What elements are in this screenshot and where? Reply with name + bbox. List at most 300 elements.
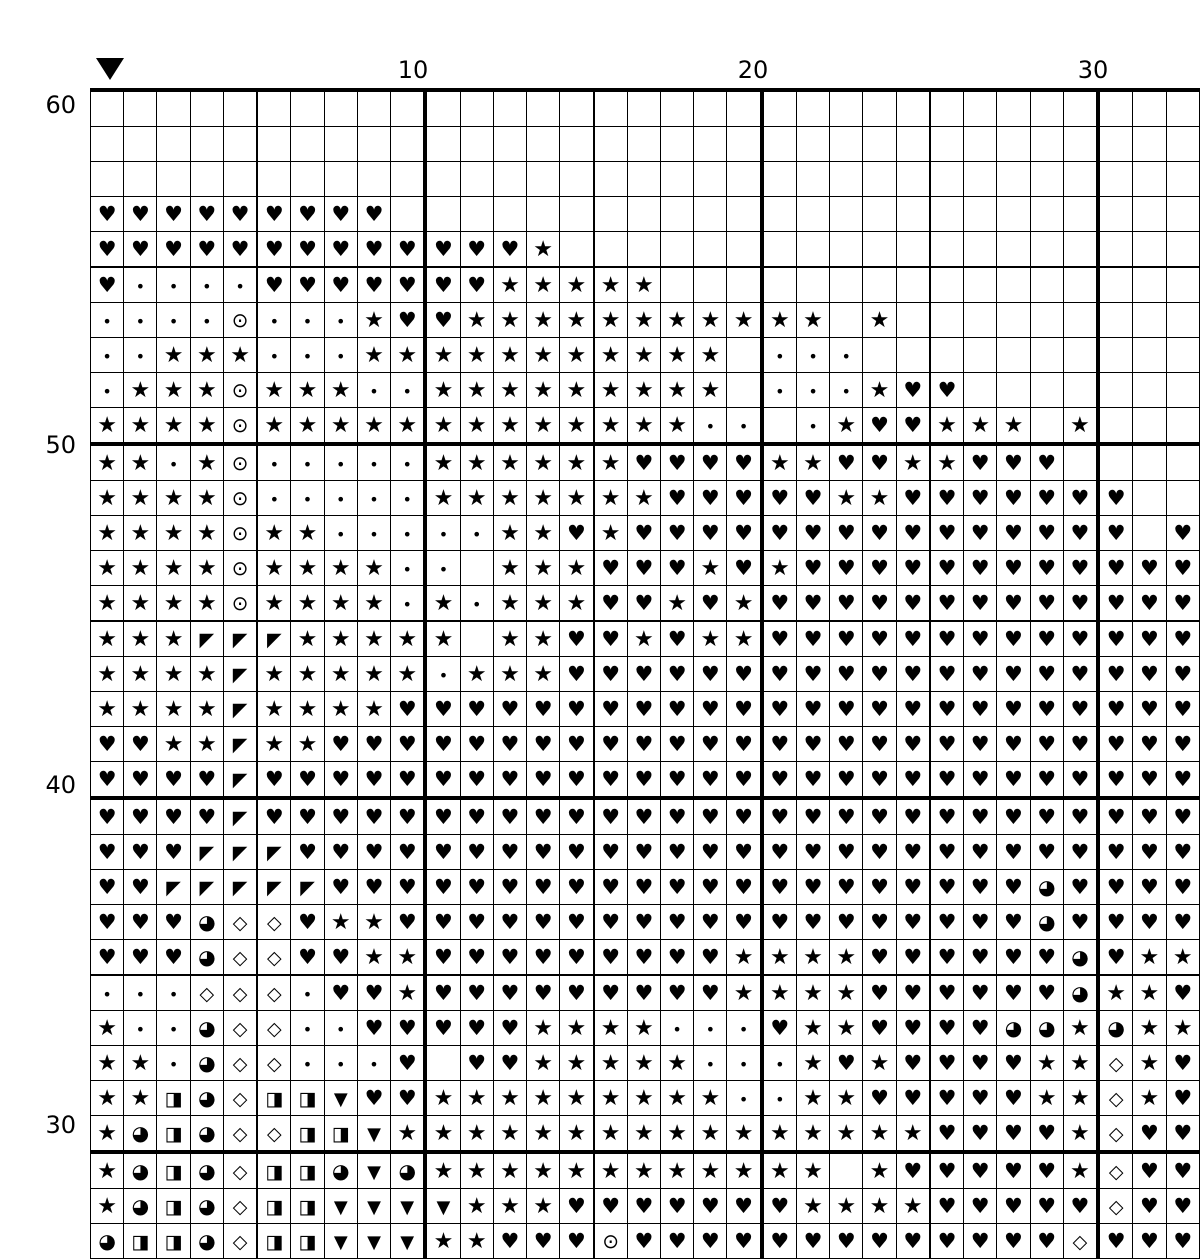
pattern-cell[interactable] bbox=[425, 798, 460, 835]
pattern-cell[interactable] bbox=[324, 481, 357, 516]
pattern-cell[interactable] bbox=[660, 835, 693, 870]
pattern-cell[interactable] bbox=[660, 762, 693, 799]
pattern-cell[interactable] bbox=[493, 1046, 526, 1081]
pattern-cell[interactable] bbox=[863, 940, 896, 976]
pattern-cell[interactable] bbox=[896, 1081, 930, 1116]
pattern-cell[interactable] bbox=[1166, 1046, 1200, 1081]
pattern-cell[interactable] bbox=[863, 762, 896, 799]
pattern-cell[interactable] bbox=[964, 444, 997, 481]
pattern-cell[interactable] bbox=[1098, 551, 1133, 586]
pattern-cell[interactable] bbox=[391, 516, 426, 551]
pattern-cell[interactable] bbox=[930, 90, 964, 127]
pattern-cell[interactable] bbox=[357, 551, 390, 586]
pattern-cell[interactable] bbox=[830, 338, 863, 373]
pattern-cell[interactable] bbox=[863, 232, 896, 268]
pattern-cell[interactable] bbox=[594, 90, 628, 127]
pattern-cell[interactable] bbox=[830, 1116, 863, 1153]
pattern-cell[interactable] bbox=[1063, 835, 1098, 870]
pattern-cell[interactable] bbox=[291, 1011, 324, 1046]
pattern-cell[interactable] bbox=[762, 1046, 797, 1081]
pattern-cell[interactable] bbox=[560, 762, 594, 799]
pattern-cell[interactable] bbox=[660, 1189, 693, 1224]
pattern-cell[interactable] bbox=[223, 162, 257, 197]
pattern-cell[interactable] bbox=[527, 621, 560, 657]
pattern-cell[interactable] bbox=[291, 870, 324, 905]
pattern-cell[interactable] bbox=[796, 197, 829, 232]
pattern-cell[interactable] bbox=[291, 586, 324, 622]
pattern-cell[interactable] bbox=[1098, 127, 1133, 162]
pattern-cell[interactable] bbox=[727, 90, 762, 127]
pattern-cell[interactable] bbox=[560, 586, 594, 622]
pattern-cell[interactable] bbox=[1166, 657, 1200, 692]
pattern-cell[interactable] bbox=[257, 516, 291, 551]
pattern-cell[interactable] bbox=[291, 303, 324, 338]
pattern-cell[interactable] bbox=[964, 162, 997, 197]
pattern-cell[interactable] bbox=[357, 338, 390, 373]
pattern-cell[interactable] bbox=[391, 940, 426, 976]
pattern-cell[interactable] bbox=[660, 444, 693, 481]
pattern-cell[interactable] bbox=[660, 551, 693, 586]
pattern-cell[interactable] bbox=[1166, 127, 1200, 162]
pattern-cell[interactable] bbox=[190, 621, 223, 657]
pattern-cell[interactable] bbox=[391, 1046, 426, 1081]
pattern-cell[interactable] bbox=[527, 762, 560, 799]
pattern-cell[interactable] bbox=[997, 90, 1030, 127]
pattern-cell[interactable] bbox=[391, 1189, 426, 1224]
pattern-cell[interactable] bbox=[223, 975, 257, 1011]
pattern-cell[interactable] bbox=[190, 444, 223, 481]
pattern-cell[interactable] bbox=[1133, 267, 1166, 303]
pattern-cell[interactable] bbox=[830, 197, 863, 232]
pattern-cell[interactable] bbox=[762, 90, 797, 127]
pattern-cell[interactable] bbox=[930, 232, 964, 268]
pattern-cell[interactable] bbox=[660, 481, 693, 516]
pattern-cell[interactable] bbox=[223, 303, 257, 338]
pattern-cell[interactable] bbox=[627, 481, 660, 516]
pattern-cell[interactable] bbox=[727, 762, 762, 799]
pattern-cell[interactable] bbox=[324, 1189, 357, 1224]
pattern-cell[interactable] bbox=[460, 905, 493, 940]
pattern-cell[interactable] bbox=[257, 338, 291, 373]
pattern-cell[interactable] bbox=[124, 90, 157, 127]
pattern-cell[interactable] bbox=[863, 1152, 896, 1189]
pattern-cell[interactable] bbox=[425, 1011, 460, 1046]
pattern-cell[interactable] bbox=[594, 762, 628, 799]
pattern-cell[interactable] bbox=[997, 1152, 1030, 1189]
pattern-cell[interactable] bbox=[291, 762, 324, 799]
pattern-cell[interactable] bbox=[391, 267, 426, 303]
pattern-cell[interactable] bbox=[157, 444, 190, 481]
pattern-cell[interactable] bbox=[594, 551, 628, 586]
pattern-cell[interactable] bbox=[762, 516, 797, 551]
pattern-cell[interactable] bbox=[660, 303, 693, 338]
pattern-cell[interactable] bbox=[694, 303, 727, 338]
pattern-cell[interactable] bbox=[223, 1189, 257, 1224]
pattern-cell[interactable] bbox=[190, 373, 223, 408]
pattern-cell[interactable] bbox=[527, 1224, 560, 1259]
pattern-cell[interactable] bbox=[830, 870, 863, 905]
pattern-cell[interactable] bbox=[91, 197, 124, 232]
pattern-cell[interactable] bbox=[694, 1011, 727, 1046]
pattern-cell[interactable] bbox=[964, 338, 997, 373]
pattern-cell[interactable] bbox=[1063, 975, 1098, 1011]
pattern-cell[interactable] bbox=[930, 1189, 964, 1224]
pattern-cell[interactable] bbox=[660, 1224, 693, 1259]
pattern-cell[interactable] bbox=[830, 940, 863, 976]
pattern-cell[interactable] bbox=[493, 975, 526, 1011]
pattern-cell[interactable] bbox=[930, 762, 964, 799]
pattern-cell[interactable] bbox=[796, 1116, 829, 1153]
pattern-cell[interactable] bbox=[727, 127, 762, 162]
pattern-cell[interactable] bbox=[91, 870, 124, 905]
pattern-cell[interactable] bbox=[694, 162, 727, 197]
pattern-cell[interactable] bbox=[460, 303, 493, 338]
pattern-cell[interactable] bbox=[896, 835, 930, 870]
pattern-cell[interactable] bbox=[425, 1081, 460, 1116]
pattern-cell[interactable] bbox=[560, 1189, 594, 1224]
pattern-cell[interactable] bbox=[727, 267, 762, 303]
pattern-cell[interactable] bbox=[425, 408, 460, 445]
pattern-cell[interactable] bbox=[863, 90, 896, 127]
pattern-cell[interactable] bbox=[157, 90, 190, 127]
pattern-cell[interactable] bbox=[627, 338, 660, 373]
pattern-cell[interactable] bbox=[1133, 1224, 1166, 1259]
pattern-cell[interactable] bbox=[627, 1189, 660, 1224]
pattern-cell[interactable] bbox=[1166, 727, 1200, 762]
pattern-cell[interactable] bbox=[460, 798, 493, 835]
pattern-cell[interactable] bbox=[896, 162, 930, 197]
pattern-cell[interactable] bbox=[223, 408, 257, 445]
pattern-cell[interactable] bbox=[997, 798, 1030, 835]
pattern-cell[interactable] bbox=[1166, 90, 1200, 127]
pattern-cell[interactable] bbox=[727, 1116, 762, 1153]
pattern-cell[interactable] bbox=[694, 373, 727, 408]
pattern-cell[interactable] bbox=[391, 1116, 426, 1153]
pattern-cell[interactable] bbox=[493, 162, 526, 197]
pattern-cell[interactable] bbox=[660, 975, 693, 1011]
pattern-cell[interactable] bbox=[324, 798, 357, 835]
pattern-cell[interactable] bbox=[727, 481, 762, 516]
pattern-cell[interactable] bbox=[627, 444, 660, 481]
pattern-cell[interactable] bbox=[157, 516, 190, 551]
pattern-cell[interactable] bbox=[762, 373, 797, 408]
pattern-cell[interactable] bbox=[493, 905, 526, 940]
pattern-cell[interactable] bbox=[324, 232, 357, 268]
pattern-cell[interactable] bbox=[527, 1152, 560, 1189]
pattern-cell[interactable] bbox=[425, 1189, 460, 1224]
pattern-cell[interactable] bbox=[830, 798, 863, 835]
pattern-cell[interactable] bbox=[560, 1224, 594, 1259]
pattern-cell[interactable] bbox=[594, 1224, 628, 1259]
pattern-cell[interactable] bbox=[560, 1116, 594, 1153]
pattern-cell[interactable] bbox=[796, 798, 829, 835]
pattern-cell[interactable] bbox=[997, 1046, 1030, 1081]
pattern-cell[interactable] bbox=[694, 692, 727, 727]
pattern-cell[interactable] bbox=[1098, 1224, 1133, 1259]
pattern-cell[interactable] bbox=[257, 905, 291, 940]
pattern-cell[interactable] bbox=[357, 692, 390, 727]
pattern-cell[interactable] bbox=[257, 90, 291, 127]
pattern-cell[interactable] bbox=[660, 408, 693, 445]
pattern-cell[interactable] bbox=[91, 162, 124, 197]
pattern-cell[interactable] bbox=[896, 481, 930, 516]
pattern-cell[interactable] bbox=[930, 127, 964, 162]
pattern-cell[interactable] bbox=[1098, 1046, 1133, 1081]
pattern-cell[interactable] bbox=[91, 1152, 124, 1189]
pattern-cell[interactable] bbox=[257, 444, 291, 481]
pattern-cell[interactable] bbox=[863, 197, 896, 232]
pattern-cell[interactable] bbox=[694, 444, 727, 481]
pattern-cell[interactable] bbox=[1030, 551, 1063, 586]
pattern-cell[interactable] bbox=[594, 657, 628, 692]
pattern-cell[interactable] bbox=[762, 267, 797, 303]
pattern-cell[interactable] bbox=[357, 1081, 390, 1116]
pattern-cell[interactable] bbox=[660, 373, 693, 408]
pattern-cell[interactable] bbox=[527, 940, 560, 976]
pattern-cell[interactable] bbox=[291, 197, 324, 232]
pattern-cell[interactable] bbox=[830, 1046, 863, 1081]
pattern-cell[interactable] bbox=[660, 1152, 693, 1189]
pattern-cell[interactable] bbox=[1166, 444, 1200, 481]
pattern-cell[interactable] bbox=[863, 835, 896, 870]
pattern-cell[interactable] bbox=[460, 516, 493, 551]
pattern-cell[interactable] bbox=[830, 373, 863, 408]
pattern-cell[interactable] bbox=[527, 373, 560, 408]
pattern-cell[interactable] bbox=[594, 127, 628, 162]
pattern-cell[interactable] bbox=[425, 516, 460, 551]
pattern-cell[interactable] bbox=[627, 905, 660, 940]
pattern-cell[interactable] bbox=[964, 232, 997, 268]
pattern-cell[interactable] bbox=[694, 657, 727, 692]
pattern-cell[interactable] bbox=[660, 692, 693, 727]
pattern-cell[interactable] bbox=[896, 373, 930, 408]
pattern-cell[interactable] bbox=[91, 373, 124, 408]
pattern-cell[interactable] bbox=[1098, 516, 1133, 551]
pattern-cell[interactable] bbox=[727, 586, 762, 622]
pattern-cell[interactable] bbox=[493, 870, 526, 905]
pattern-cell[interactable] bbox=[324, 551, 357, 586]
pattern-cell[interactable] bbox=[830, 303, 863, 338]
pattern-cell[interactable] bbox=[863, 657, 896, 692]
pattern-cell[interactable] bbox=[964, 373, 997, 408]
pattern-cell[interactable] bbox=[357, 408, 390, 445]
pattern-cell[interactable] bbox=[560, 303, 594, 338]
pattern-cell[interactable] bbox=[762, 975, 797, 1011]
pattern-cell[interactable] bbox=[391, 692, 426, 727]
pattern-cell[interactable] bbox=[124, 1046, 157, 1081]
pattern-cell[interactable] bbox=[460, 90, 493, 127]
pattern-cell[interactable] bbox=[660, 516, 693, 551]
pattern-cell[interactable] bbox=[997, 1116, 1030, 1153]
pattern-cell[interactable] bbox=[493, 1116, 526, 1153]
pattern-cell[interactable] bbox=[762, 1224, 797, 1259]
pattern-cell[interactable] bbox=[796, 303, 829, 338]
pattern-cell[interactable] bbox=[91, 303, 124, 338]
pattern-cell[interactable] bbox=[291, 1046, 324, 1081]
pattern-cell[interactable] bbox=[124, 516, 157, 551]
pattern-cell[interactable] bbox=[727, 905, 762, 940]
pattern-cell[interactable] bbox=[493, 586, 526, 622]
pattern-cell[interactable] bbox=[762, 162, 797, 197]
pattern-cell[interactable] bbox=[863, 870, 896, 905]
pattern-cell[interactable] bbox=[964, 870, 997, 905]
pattern-cell[interactable] bbox=[1166, 303, 1200, 338]
pattern-cell[interactable] bbox=[425, 1046, 460, 1081]
pattern-cell[interactable] bbox=[157, 267, 190, 303]
pattern-cell[interactable] bbox=[257, 267, 291, 303]
pattern-cell[interactable] bbox=[291, 373, 324, 408]
pattern-cell[interactable] bbox=[896, 1046, 930, 1081]
pattern-cell[interactable] bbox=[830, 621, 863, 657]
pattern-cell[interactable] bbox=[527, 586, 560, 622]
pattern-cell[interactable] bbox=[324, 162, 357, 197]
pattern-cell[interactable] bbox=[527, 267, 560, 303]
pattern-cell[interactable] bbox=[257, 940, 291, 976]
pattern-cell[interactable] bbox=[460, 197, 493, 232]
pattern-cell[interactable] bbox=[896, 657, 930, 692]
pattern-cell[interactable] bbox=[157, 127, 190, 162]
pattern-cell[interactable] bbox=[324, 1224, 357, 1259]
pattern-cell[interactable] bbox=[964, 975, 997, 1011]
pattern-cell[interactable] bbox=[660, 197, 693, 232]
pattern-cell[interactable] bbox=[223, 657, 257, 692]
pattern-cell[interactable] bbox=[324, 870, 357, 905]
pattern-cell[interactable] bbox=[1030, 338, 1063, 373]
pattern-cell[interactable] bbox=[896, 516, 930, 551]
pattern-cell[interactable] bbox=[830, 1081, 863, 1116]
pattern-cell[interactable] bbox=[997, 303, 1030, 338]
pattern-cell[interactable] bbox=[560, 727, 594, 762]
pattern-cell[interactable] bbox=[357, 232, 390, 268]
pattern-cell[interactable] bbox=[1166, 835, 1200, 870]
pattern-cell[interactable] bbox=[1030, 692, 1063, 727]
pattern-cell[interactable] bbox=[460, 621, 493, 657]
pattern-cell[interactable] bbox=[1166, 692, 1200, 727]
pattern-cell[interactable] bbox=[660, 1116, 693, 1153]
pattern-cell[interactable] bbox=[997, 762, 1030, 799]
pattern-cell[interactable] bbox=[594, 940, 628, 976]
pattern-cell[interactable] bbox=[425, 621, 460, 657]
pattern-cell[interactable] bbox=[391, 408, 426, 445]
pattern-cell[interactable] bbox=[493, 621, 526, 657]
pattern-cell[interactable] bbox=[964, 798, 997, 835]
pattern-cell[interactable] bbox=[1063, 162, 1098, 197]
pattern-cell[interactable] bbox=[796, 975, 829, 1011]
pattern-cell[interactable] bbox=[1098, 338, 1133, 373]
pattern-cell[interactable] bbox=[460, 870, 493, 905]
pattern-cell[interactable] bbox=[357, 481, 390, 516]
pattern-cell[interactable] bbox=[391, 762, 426, 799]
pattern-cell[interactable] bbox=[727, 197, 762, 232]
pattern-cell[interactable] bbox=[91, 127, 124, 162]
pattern-cell[interactable] bbox=[863, 621, 896, 657]
pattern-cell[interactable] bbox=[930, 621, 964, 657]
pattern-cell[interactable] bbox=[694, 338, 727, 373]
pattern-cell[interactable] bbox=[91, 338, 124, 373]
pattern-cell[interactable] bbox=[1133, 197, 1166, 232]
pattern-cell[interactable] bbox=[594, 481, 628, 516]
pattern-cell[interactable] bbox=[291, 444, 324, 481]
pattern-cell[interactable] bbox=[863, 1116, 896, 1153]
pattern-cell[interactable] bbox=[627, 408, 660, 445]
pattern-cell[interactable] bbox=[796, 657, 829, 692]
pattern-cell[interactable] bbox=[997, 1081, 1030, 1116]
pattern-cell[interactable] bbox=[1063, 798, 1098, 835]
pattern-cell[interactable] bbox=[190, 762, 223, 799]
pattern-cell[interactable] bbox=[694, 232, 727, 268]
pattern-cell[interactable] bbox=[291, 481, 324, 516]
pattern-cell[interactable] bbox=[1098, 1011, 1133, 1046]
pattern-cell[interactable] bbox=[863, 267, 896, 303]
pattern-cell[interactable] bbox=[762, 692, 797, 727]
pattern-cell[interactable] bbox=[594, 1046, 628, 1081]
pattern-cell[interactable] bbox=[896, 798, 930, 835]
pattern-cell[interactable] bbox=[91, 444, 124, 481]
pattern-cell[interactable] bbox=[257, 798, 291, 835]
pattern-cell[interactable] bbox=[223, 798, 257, 835]
pattern-cell[interactable] bbox=[493, 444, 526, 481]
pattern-cell[interactable] bbox=[157, 692, 190, 727]
pattern-cell[interactable] bbox=[830, 551, 863, 586]
pattern-cell[interactable] bbox=[1063, 762, 1098, 799]
pattern-cell[interactable] bbox=[460, 1046, 493, 1081]
pattern-cell[interactable] bbox=[930, 975, 964, 1011]
pattern-cell[interactable] bbox=[627, 267, 660, 303]
pattern-cell[interactable] bbox=[291, 621, 324, 657]
pattern-cell[interactable] bbox=[627, 1116, 660, 1153]
pattern-cell[interactable] bbox=[324, 975, 357, 1011]
pattern-cell[interactable] bbox=[257, 692, 291, 727]
pattern-cell[interactable] bbox=[594, 516, 628, 551]
pattern-cell[interactable] bbox=[460, 940, 493, 976]
pattern-cell[interactable] bbox=[291, 835, 324, 870]
pattern-cell[interactable] bbox=[896, 586, 930, 622]
pattern-cell[interactable] bbox=[560, 516, 594, 551]
pattern-cell[interactable] bbox=[964, 586, 997, 622]
pattern-cell[interactable] bbox=[257, 657, 291, 692]
pattern-cell[interactable] bbox=[460, 444, 493, 481]
pattern-cell[interactable] bbox=[291, 1116, 324, 1153]
pattern-cell[interactable] bbox=[324, 905, 357, 940]
pattern-cell[interactable] bbox=[930, 798, 964, 835]
pattern-cell[interactable] bbox=[1166, 586, 1200, 622]
pattern-cell[interactable] bbox=[257, 762, 291, 799]
pattern-cell[interactable] bbox=[694, 1189, 727, 1224]
pattern-cell[interactable] bbox=[930, 657, 964, 692]
pattern-cell[interactable] bbox=[930, 303, 964, 338]
pattern-cell[interactable] bbox=[460, 267, 493, 303]
pattern-cell[interactable] bbox=[560, 1081, 594, 1116]
pattern-cell[interactable] bbox=[727, 408, 762, 445]
pattern-cell[interactable] bbox=[627, 621, 660, 657]
pattern-cell[interactable] bbox=[391, 444, 426, 481]
pattern-cell[interactable] bbox=[257, 835, 291, 870]
pattern-cell[interactable] bbox=[493, 516, 526, 551]
pattern-cell[interactable] bbox=[1030, 481, 1063, 516]
pattern-cell[interactable] bbox=[493, 1189, 526, 1224]
pattern-cell[interactable] bbox=[91, 621, 124, 657]
pattern-cell[interactable] bbox=[830, 905, 863, 940]
pattern-cell[interactable] bbox=[493, 727, 526, 762]
pattern-cell[interactable] bbox=[190, 267, 223, 303]
pattern-cell[interactable] bbox=[91, 1011, 124, 1046]
pattern-cell[interactable] bbox=[391, 586, 426, 622]
pattern-cell[interactable] bbox=[157, 798, 190, 835]
pattern-cell[interactable] bbox=[425, 940, 460, 976]
pattern-cell[interactable] bbox=[223, 232, 257, 268]
pattern-cell[interactable] bbox=[1133, 621, 1166, 657]
pattern-cell[interactable] bbox=[1166, 162, 1200, 197]
